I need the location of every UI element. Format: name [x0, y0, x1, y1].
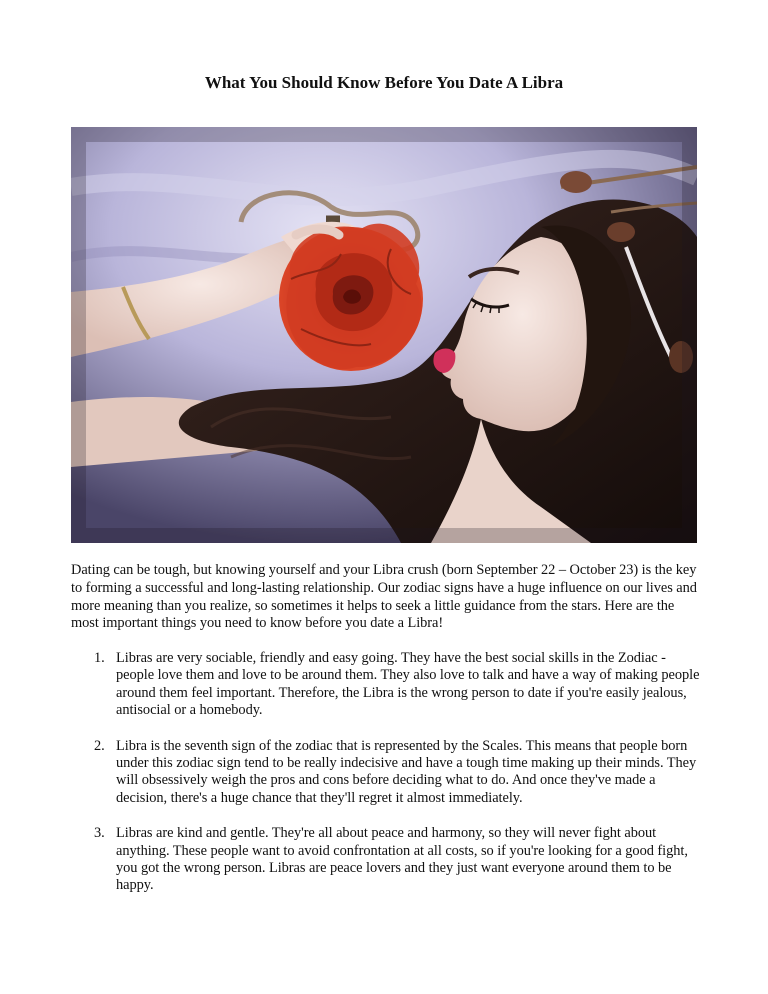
page-title: What You Should Know Before You Date A Libra [204, 73, 564, 92]
list-item-text: Libra is the seventh sign of the zodiac that is represented by the Scales. This means that people born under this zodiac sign tend to be really indecisive and have a tough time making up their minds. They will obsessively weigh the pros and cons before deciding what to do. And once they've made a decision, there's a huge chance that they'll regret it almost immediately. [116, 737, 697, 806]
tips-list [94, 650, 704, 913]
article-photo [71, 127, 697, 543]
intro-paragraph: Dating can be tough, but knowing yourself and your Libra crush (born September 22 – October 23) is the key to forming a successful and long-lasting relationship. Our zodiac signs have a huge influence on our lives and more meaning than you realize, so sometimes it helps to seek a little guidance from the stars. Here are the most important things you need to know before you date a Libra! [71, 562, 697, 632]
list-item [94, 738, 704, 808]
list-item-number: 1. [94, 650, 105, 666]
list-item-number: 3. [94, 825, 105, 842]
list-item [94, 825, 704, 895]
photo-woman-with-red-rose-icon [71, 127, 697, 543]
list-item-text: Libras are kind and gentle. They're all about peace and harmony, so they will never fight about anything. These people want to avoid confrontation at all costs, so if you're looking for a good fight, you got the wrong person. Libras are peace lovers and they just want everyone around them to be happy. [116, 825, 688, 894]
list-item-number: 2. [94, 737, 105, 754]
list-item-text: Libras are very sociable, friendly and easy going. They have the best social skills in the Zodiac - people love them and love to be around them. They also love to talk and have a way of making people around them feel important. Therefore, the Libra is the wrong person to date if you're easily jealous, antisocial or a homebody. [116, 650, 700, 719]
list-item [94, 650, 704, 720]
